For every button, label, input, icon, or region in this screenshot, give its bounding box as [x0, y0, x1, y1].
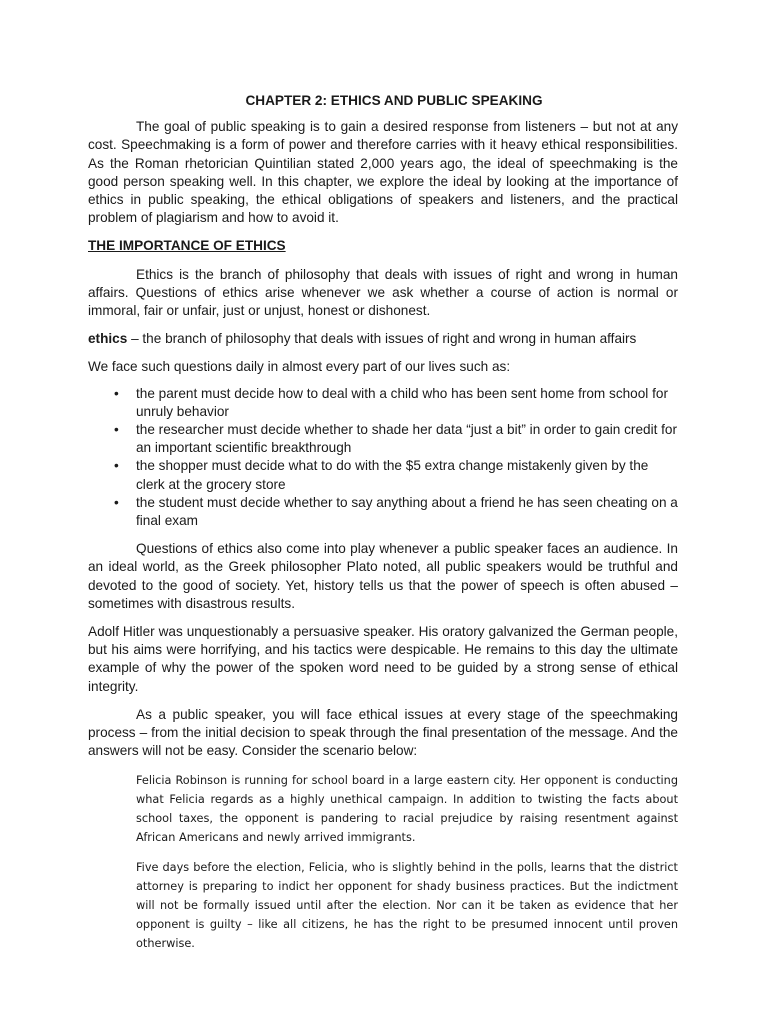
hitler-paragraph: Adolf Hitler was unquestionably a persuasive speaker. His oratory galvanized the German people, but his aims were horrifying, and his tactics were despicable. He remains to this day the ultimate example of why the power of the spoken word need to be guided by a strong sense of ethical integrity. — [88, 624, 678, 694]
list-item-text: the shopper must decide what to do with the $5 extra change mistakenly given by the clerk at the grocery store — [136, 458, 649, 492]
plato-paragraph: Questions of ethics also come into play whenever a public speaker faces an audience. In an ideal world, as the Greek philosopher Plato noted, all public speakers would be truthful and devoted to the good of society. Yet, history tells us that the power of speech is often abused – sometimes with disastrous results. — [88, 541, 678, 611]
chapter-title: CHAPTER 2: ETHICS AND PUBLIC SPEAKING — [245, 93, 543, 108]
definition-term: ethics — [88, 331, 128, 347]
bullet-icon: • — [114, 385, 119, 401]
bullet-icon: • — [114, 458, 119, 474]
list-item — [88, 385, 678, 421]
document-page — [88, 92, 678, 964]
section-heading: THE IMPORTANCE OF ETHICS — [88, 238, 286, 254]
list-item-text: the parent must decide how to deal with a child who has been sent home from school for unruly behavior — [136, 385, 668, 419]
list-item — [88, 457, 678, 493]
lead-in-sentence: We face such questions daily in almost every part of our lives such as: — [88, 359, 511, 375]
scenario-paragraph: Five days before the election, Felicia, who is slightly behind in the polls, learns that the district attorney is preparing to indict her opponent for shady business practices. But the indictment will not be formally issued until after the election. Nor can it be taken as evidence that her opponent is guilty – like all citizens, he has the right to be presumed innocent until proven otherwise. — [136, 860, 678, 950]
list-item — [88, 421, 678, 457]
speaker-paragraph: As a public speaker, you will face ethical issues at every stage of the speechmaking process – from the initial decision to speak through the final presentation of the message. And the answers will not be easy. Consider the scenario below: — [88, 706, 678, 759]
definition-text: – the branch of philosophy that deals with issues of right and wrong in human affairs — [127, 331, 637, 347]
list-item — [88, 494, 678, 530]
bullet-icon: • — [114, 422, 119, 438]
bullet-icon: • — [114, 494, 119, 510]
intro-paragraph: The goal of public speaking is to gain a desired response from listeners – but not at any cost. Speechmaking is a form of power and therefore carries with it heavy ethical responsibilities. As the Roman rhetorician Quintilian stated 2,000 years ago, the ideal of speechmaking is the good person speaking well. In this chapter, we explore the ideal by looking at the importance of ethics in public speaking, the ethical obligations of speakers and listeners, and the practical problem of plagiarism and how to avoid it. — [88, 119, 678, 226]
scenario-block — [136, 771, 678, 953]
ethics-definition — [88, 330, 678, 348]
list-item-text: the researcher must decide whether to shade her data “just a bit” in order to gain credit for an important scientific breakthrough — [136, 422, 678, 456]
examples-list — [88, 385, 678, 531]
list-item-text: the student must decide whether to say anything about a friend he has seen cheating on a final exam — [136, 494, 678, 529]
ethics-paragraph: Ethics is the branch of philosophy that deals with issues of right and wrong in human affairs. Questions of ethics arise whenever we ask whether a course of action is normal or immoral, fair or unfair, just or unjust, honest or dishonest. — [88, 266, 678, 319]
scenario-paragraph: Felicia Robinson is running for school board in a large eastern city. Her opponent is conducting what Felicia regards as a highly unethical campaign. In addition to twisting the facts about school taxes, the opponent is pandering to racial prejudice by raising resentment against African Americans and newly arrived immigrants. — [136, 773, 678, 844]
